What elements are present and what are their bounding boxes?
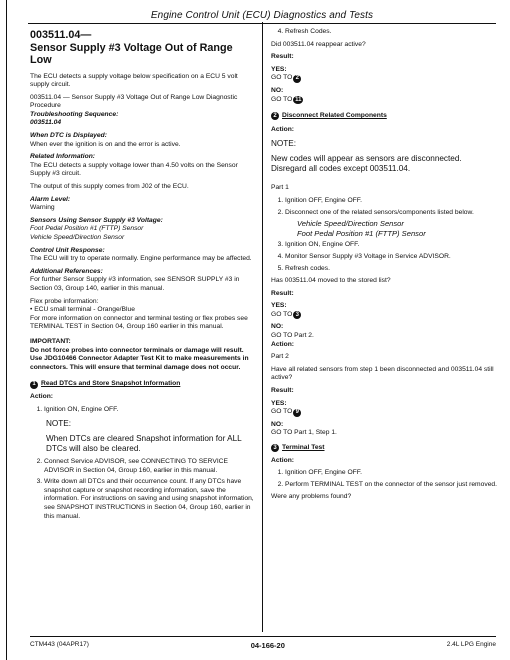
related-info-text-2: The output of this supply comes from J02 of the ECU. (30, 183, 189, 191)
part-1-list (271, 197, 497, 273)
references-label: Additional References: (30, 267, 103, 275)
intro-text: The ECU detects a supply voltage below specification on a ECU 5 volt supply circuit. (30, 72, 238, 89)
yes-label: YES: (271, 65, 287, 73)
step-1-list (30, 406, 256, 522)
alarm-level-label: Alarm Level: (30, 195, 71, 203)
flex-probe-terminal: • ECU small terminal - Orange/Blue (30, 306, 135, 314)
page-header: Engine Control Unit (ECU) Diagnostics and Tests (28, 10, 496, 24)
when-displayed-label: When DTC is Displayed: (30, 132, 107, 140)
step-3-heading: 3 Terminal Test (271, 444, 497, 453)
sensor-item: Foot Pedal Position #1 (FTTP) Sensor (30, 225, 144, 233)
troubleshooting-label: Troubleshooting Sequence: (30, 110, 119, 118)
list-item: 1. Ignition ON, Engine OFF. NOTE: When DTCs are cleared Snapshot information for ALL DTCs will also be cleared. (44, 406, 256, 455)
right-column (271, 26, 497, 506)
flex-probe-text: For more information on connector and terminal testing or flex probes see TERMINAL TEST in Section 04, Group 160 earlier in this manual. (30, 314, 248, 331)
when-displayed-text: When ever the ignition is on and the error is active. (30, 140, 181, 148)
goto-part-1-link[interactable]: GO TO Part 1, Step 1. (271, 429, 337, 437)
no-label: NO: (271, 323, 284, 331)
page-number: 04-166-20 (250, 641, 285, 650)
list-item: 3. Ignition ON, Engine OFF. (285, 241, 497, 250)
troubleshooting-code: 003511.04 (30, 119, 62, 127)
sensor-item: Vehicle Speed/Direction Sensor (297, 219, 404, 229)
question-4: Were any problems found? (271, 493, 352, 501)
references-text: For further Sensor Supply #3 information, see SENSOR SUPPLY #3 in Section 03, Group 140, earlier in this manual. (30, 276, 240, 292)
column-divider (262, 22, 263, 632)
goto-step-9-link[interactable]: GO TO 9 (271, 408, 497, 417)
question-2: Has 003511.04 moved to the stored list? (271, 277, 391, 285)
note-text: New codes will appear as sensors are disconnected. Disregard all codes except 003511.04. (271, 154, 462, 174)
list-item: 2. Perform TERMINAL TEST on the connector of the sensor just removed. (285, 481, 497, 490)
result-label: Result: (271, 53, 294, 61)
note-label: NOTE: (271, 139, 297, 149)
action-label: Action: (271, 340, 295, 348)
control-unit-text: The ECU will try to operate normally. Engine performance may be affected. (30, 255, 252, 263)
manual-code: CTM443 (04APR17) (30, 641, 89, 648)
part-1-label: Part 1 (271, 184, 289, 192)
no-label: NO: (271, 86, 284, 94)
step-3-list (271, 469, 497, 489)
no-label: NO: (271, 420, 284, 428)
left-column (30, 26, 256, 525)
list-item: 4. Refresh Codes. (285, 28, 497, 37)
sensor-item: Foot Pedal Position #1 (FTTP) Sensor (297, 228, 426, 238)
goto-step-3-link[interactable]: GO TO 3 (271, 311, 497, 320)
step-number-badge: 1 (30, 381, 38, 389)
step-1-list-continued (271, 28, 497, 37)
list-item: 1. Ignition OFF, Engine OFF. (285, 197, 497, 206)
page-footer (30, 636, 496, 650)
part-2-label: Part 2 (271, 353, 289, 361)
note-text: When DTCs are cleared Snapshot information for ALL DTCs will also be cleared. (46, 434, 242, 454)
yes-label: YES: (271, 399, 287, 407)
important-label: IMPORTANT: (30, 337, 71, 345)
action-label: Action: (30, 392, 54, 400)
goto-part-2-link[interactable]: GO TO Part 2. (271, 332, 314, 340)
result-label: Result: (271, 289, 294, 297)
question-1: Did 003511.04 reappear active? (271, 40, 366, 48)
list-item: 3. Write down all DTCs and their occurrence count. If any DTCs have snapshot capture or snapshot recording information, save the information. For instructions on saving and using snapshot information, see SNAPSHOT INSTRUCTIONS in Section 04, Group 160, earlier in this manual. (44, 478, 256, 521)
list-item: 2. Disconnect one of the related sensors/components listed below. Vehicle Speed/Direction Sensor Foot Pedal Position #1 (FTTP) Sensor (285, 209, 497, 239)
list-item: 5. Refresh codes. (285, 265, 497, 274)
flex-probe-label: Flex probe information: (30, 297, 99, 305)
goto-step-2-link[interactable]: GO TO 2 (271, 74, 497, 83)
engine-name: 2.4L LPG Engine (446, 641, 496, 648)
control-unit-label: Control Unit Response: (30, 246, 105, 254)
action-label: Action: (271, 456, 295, 464)
sensor-item: Vehicle Speed/Direction Sensor (30, 234, 125, 241)
yes-label: YES: (271, 302, 287, 310)
sensors-label: Sensors Using Sensor Supply #3 Voltage: (30, 216, 163, 224)
goto-step-11-link[interactable]: GO TO 11 (271, 95, 302, 103)
note-label: NOTE: (46, 419, 72, 429)
list-item: 1. Ignition OFF, Engine OFF. (285, 469, 497, 478)
dtc-title: 003511.04— Sensor Supply #3 Voltage Out of Range Low (30, 29, 233, 66)
question-3: Have all related sensors from step 1 been disconnected and 003511.04 still active? (271, 365, 494, 382)
list-item: 4. Monitor Sensor Supply #3 Voltage in Service ADVISOR. (285, 253, 497, 262)
list-item: 2. Connect Service ADVISOR, see CONNECTING TO SERVICE ADVISOR in Section 04, Group 160, earlier in this manual. (44, 458, 256, 475)
step-number-badge: 2 (271, 112, 279, 120)
procedure-name: 003511.04 — Sensor Supply #3 Voltage Out of Range Low Diagnostic Procedure (30, 93, 238, 110)
result-label: Result: (271, 387, 294, 395)
step-2-heading: 2 Disconnect Related Components (271, 112, 497, 121)
page-edge-line (6, 0, 7, 660)
related-info-text: The ECU detects a supply voltage lower than 4.50 volts on the Sensor Supply #3 circuit. (30, 161, 238, 178)
step-number-badge: 3 (271, 444, 279, 452)
alarm-level-value: Warning (30, 204, 55, 212)
action-label: Action: (271, 125, 295, 133)
step-1-heading: 1 Read DTCs and Store Snapshot Information (30, 380, 256, 389)
related-info-label: Related Information: (30, 153, 96, 161)
important-text: Do not force probes into connector terminals or damage will result. Use JDG10466 Connector Adapter Test Kit to make measurements in connectors. This will ensure that terminal damage does not occur. (30, 346, 249, 371)
